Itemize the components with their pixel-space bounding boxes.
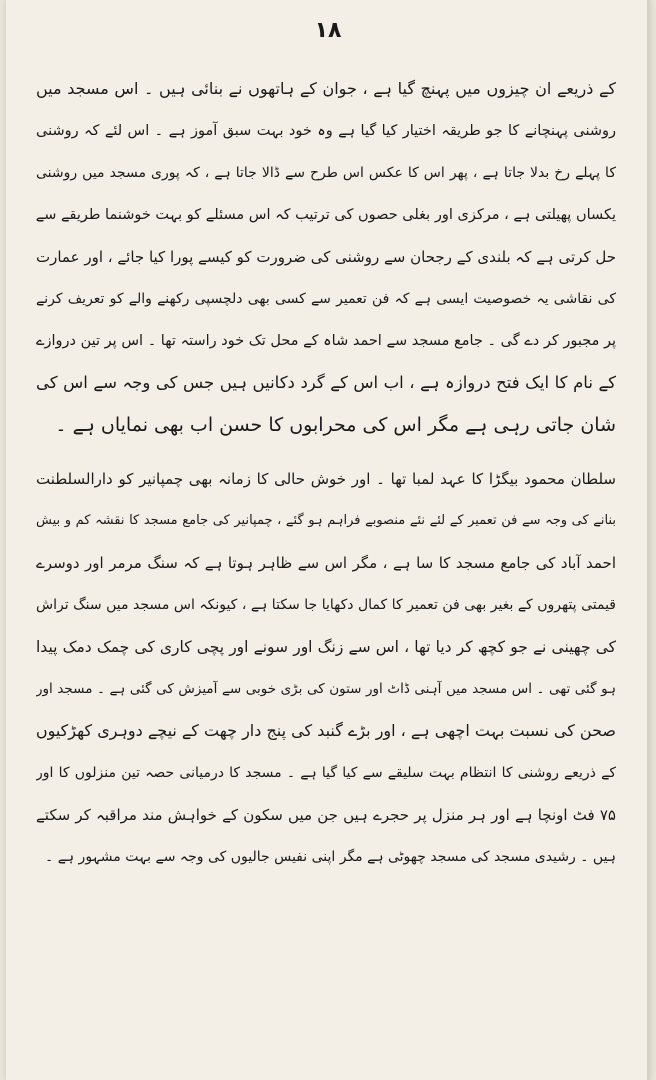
text-line: شان جاتی رہی ہے مگر اس کی محرابوں کا حسن اب بھی نمایاں ہے ۔ — [55, 414, 616, 436]
text-line: ۷۵ فٹ اونچا ہے اور ہر منزل پر حجرے ہیں جن میں سکون کے خواہش مند مراقبہ کر سکتے — [36, 806, 616, 824]
text-line: پر مجبور کر دے گی ۔ جامع مسجد سے احمد شاہ کے محل تک خود راستہ تھا ۔ اس پر تین دروازے — [36, 333, 616, 349]
text-line: سلطان محمود بیگڑا کا عہد لمبا تھا ۔ اور خوش حالی کا زمانہ بھی چمپانیر کو دارالسلطنت — [36, 470, 616, 488]
text-line: کے ذریعے ان چیزوں میں پہنچ گیا ہے ، جوان کے ہاتھوں نے بنائی ہیں ۔ اس مسجد میں — [36, 79, 616, 98]
text-line: قیمتی پتھروں کے بغیر بھی فن تعمیر کا کمال دکھایا جا سکتا ہے ، کیونکہ اس مسجد میں سنگ تراش — [36, 597, 616, 613]
text-line: روشنی پہنچانے کا جو طریقہ اختیار کیا گیا ہے وہ خود بہت سبق آموز ہے ۔ اس لئے کہ روشنی — [36, 123, 616, 139]
text-line: حل کرتی ہے کہ بلندی کے رجحان سے روشنی کی ضرورت کو کیسے پورا کیا جائے ، اور عمارت — [36, 248, 616, 266]
text-line: ہیں ۔ رشیدی مسجد کی مسجد چھوٹی ہے مگر اپنی نفیس جالیوں کی وجہ سے بہت مشہور ہے ۔ — [45, 849, 616, 865]
text-line: کے ذریعے روشنی کا انتظام بہت سلیقے سے کیا گیا ہے ۔ مسجد کا درمیانی حصہ تین منزلوں کا اور — [36, 765, 616, 781]
page-edge — [647, 0, 650, 1080]
page-number: ۱۸ — [314, 18, 342, 43]
book-page — [6, 0, 650, 1080]
text-line: بنانے کی وجہ سے فن تعمیر کے لئے نئے منصوبے فراہم ہو گئے ، چمپانیر کی جامع مسجد کا نقشہ کم و بیش — [36, 513, 616, 528]
text-line: کی نقاشی یہ خصوصیت ایسی ہے کہ فن تعمیر سے کسی بھی دلچسپی رکھنے والے کو تعریف کرنے — [36, 291, 616, 307]
paragraph-gap — [36, 446, 616, 458]
text-line: احمد آباد کی جامع مسجد کا سا ہے ، مگر اس سے ظاہر ہوتا ہے کہ سنگ مرمر اور دوسرے — [36, 554, 616, 572]
text-line: کا پہلے رخ بدلا جاتا ہے ، پھر اس کا عکس اس طرح سے ڈالا جاتا ہے ، کہ پوری مسجد میں روشنی — [36, 165, 616, 181]
text-line: ہو گئی تھی ۔ اس مسجد میں آہنی ڈاٹ اور ستون کی بڑی خوبی سے آمیزش کی گئی ہے ۔ مسجد اور — [36, 681, 616, 697]
paragraph-2 — [36, 458, 616, 878]
page-body-text — [36, 68, 616, 878]
text-line: یکساں پھیلتی ہے ، مرکزی اور بغلی حصوں کی ترتیب کہ اس مسئلے کو بہت خوشنما طریقے سے — [36, 207, 616, 223]
text-line: کے نام کا ایک فتح دروازہ ہے ، اب اس کے گرد دکانیں ہیں جس کی وجہ سے اس کی — [36, 373, 616, 392]
text-line: صحن کی نسبت بہت اچھی ہے ، اور بڑے گنبد کی پنج دار چھت کے نیچے دوہری کھڑکیوں — [36, 721, 616, 740]
text-line: کی چھینی نے جو کچھ کر دیا تھا ، اس سے زنگ اور سونے اور پچی کاری کی چمک دمک پیدا — [36, 638, 616, 656]
paragraph-1 — [36, 68, 616, 446]
